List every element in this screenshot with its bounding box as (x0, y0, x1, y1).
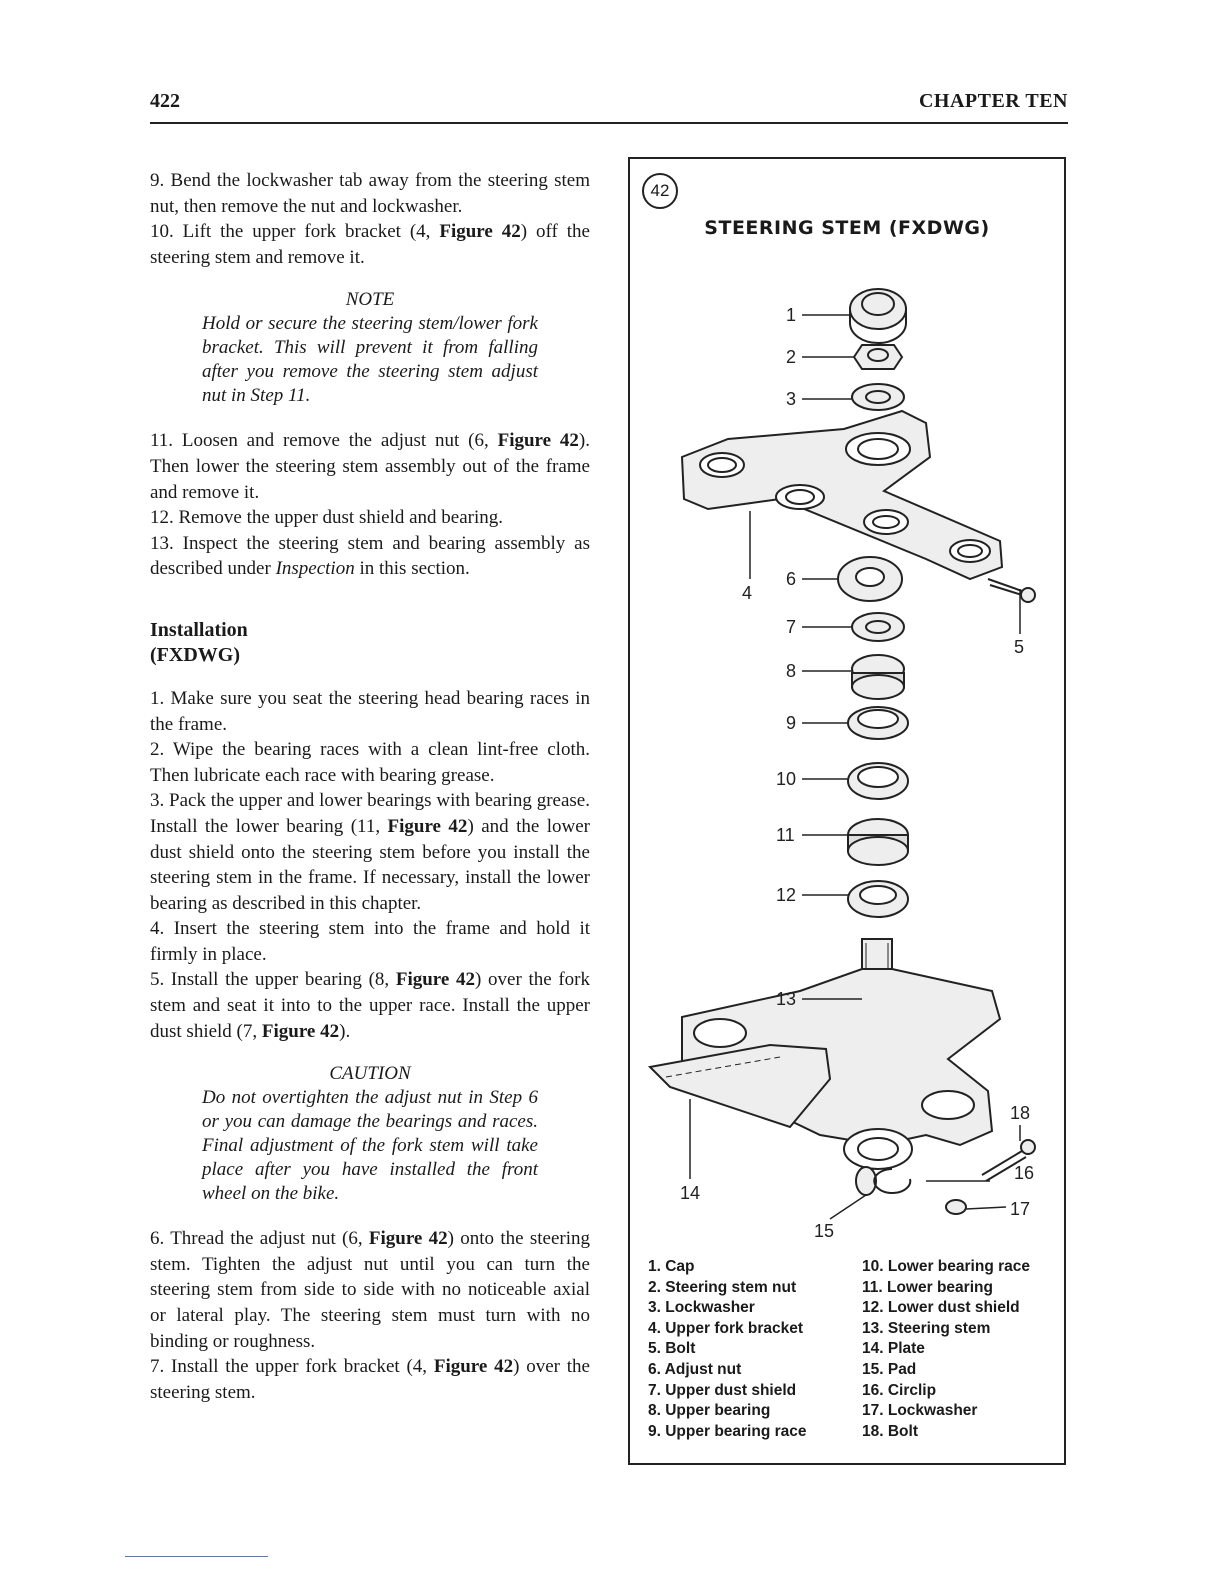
legend-item: 14. Plate (862, 1340, 925, 1358)
section-heading-installation: Installation (150, 618, 248, 641)
install-step-7: 7. Install the upper fork bracket (4, Figure 42) over the steering stem. (150, 1356, 590, 1403)
legend-item: 6. Adjust nut (648, 1360, 742, 1378)
legend-left (648, 1257, 807, 1442)
caution-body: Do not overtighten the adjust nut in Step 6 or you can damage the bearings and races. Final adjustment of the fork stem will take place after you have installed the front wheel on the bike. (202, 1087, 538, 1205)
legend-item: 9. Upper bearing race (648, 1422, 807, 1440)
legend-item: 5. Bolt (648, 1340, 696, 1358)
install-step-5: 5. Install the upper bearing (8, Figure 42) over the fork stem and seat it into to the upper race. Install the upper dust shield (7, Figure 42). (150, 969, 590, 1042)
step-13: 13. Inspect the steering stem and bearing assembly as described under Inspection in this section. (150, 532, 590, 580)
caution-title: CAUTION (329, 1063, 411, 1085)
legend-item: 11. Lower bearing (862, 1278, 993, 1296)
step-10: 10. Lift the upper fork bracket (4, Figure 42) off the steering stem and remove it. (150, 221, 590, 268)
page-header (150, 88, 1068, 124)
legend-right (862, 1257, 1030, 1442)
callout-12: 12 (776, 885, 797, 905)
callout-5: 5 (1014, 637, 1025, 657)
legend-item: 1. Cap (648, 1258, 695, 1275)
legend-item: 3. Lockwasher (648, 1299, 755, 1317)
legend-item: 13. Steering stem (862, 1319, 991, 1337)
callout-16: 16 (1014, 1163, 1035, 1183)
legend-item: 8. Upper bearing (648, 1402, 771, 1420)
legend-item: 18. Bolt (862, 1422, 918, 1440)
callout-4: 4 (742, 583, 753, 603)
legend-item: 10. Lower bearing race (862, 1258, 1030, 1275)
legend-item: 2. Steering stem nut (648, 1278, 797, 1296)
callout-17: 17 (1010, 1199, 1031, 1219)
callout-1: 1 (786, 305, 797, 325)
install-step-4: 4. Insert the steering stem into the frame and hold it firmly in place. (150, 918, 590, 965)
install-step-1: 1. Make sure you seat the steering head bearing races in the frame. (150, 687, 590, 735)
footer-divider (125, 1556, 268, 1557)
note-body: Hold or secure the steering stem/lower fork bracket. This will prevent it from falling after you remove the steering stem adjust nut in Step 11. (202, 313, 538, 407)
callout-3: 3 (786, 389, 797, 409)
caution-box (202, 1062, 538, 1206)
note-title: NOTE (345, 289, 395, 311)
install-step-6: 6. Thread the adjust nut (6, Figure 42) onto the steering stem. Tighten the adjust nut until you can turn the steering stem from side to side with no noticeable axial or lateral play. The steering stem must turn with no binding or roughness. (150, 1228, 590, 1352)
callout-2: 2 (786, 347, 797, 367)
callout-14: 14 (680, 1183, 701, 1203)
callout-6: 6 (786, 569, 797, 589)
section-heading-model: (FXDWG) (150, 643, 240, 666)
legend-item: 17. Lockwasher (862, 1402, 978, 1420)
callout-7: 7 (786, 617, 797, 637)
step-12: 12. Remove the upper dust shield and bearing. (150, 507, 504, 529)
step-11: 11. Loosen and remove the adjust nut (6, Figure 42). Then lower the steering stem assembly out of the frame and remove it. (150, 430, 590, 503)
figure-42-box (628, 157, 1066, 1465)
legend-item: 12. Lower dust shield (862, 1299, 1020, 1317)
legend-item: 7. Upper dust shield (648, 1381, 797, 1399)
install-step-3: 3. Pack the upper and lower bearings with bearing grease. Install the lower bearing (11, Figure 42) and the lower dust shield onto the steering stem before you install the steering stem in the frame. If necessary, install the lower bearing as described in this chapter. (150, 790, 590, 914)
callout-15: 15 (814, 1221, 835, 1239)
callout-11: 11 (776, 825, 795, 845)
callout-9: 9 (786, 713, 797, 733)
legend-item: 16. Circlip (862, 1381, 937, 1399)
install-step-2: 2. Wipe the bearing races with a clean lint-free cloth. Then lubricate each race with bearing grease. (150, 739, 590, 786)
step-9: 9. Bend the lockwasher tab away from the steering stem nut, then remove the nut and lockwasher. (150, 170, 590, 217)
figure-title: STEERING STEM (FXDWG) (704, 217, 990, 239)
chapter-title: CHAPTER TEN (918, 90, 1068, 112)
figure-number-badge: 42 (642, 173, 678, 209)
callout-8: 8 (786, 661, 797, 681)
left-column (150, 168, 590, 1405)
callout-13: 13 (776, 989, 797, 1009)
callout-18: 18 (1010, 1103, 1031, 1123)
note-box (202, 288, 538, 408)
page-number: 422 (150, 90, 180, 112)
callout-10: 10 (776, 769, 797, 789)
legend-item: 4. Upper fork bracket (648, 1319, 804, 1337)
legend-item: 15. Pad (862, 1360, 917, 1378)
steering-stem-exploded-diagram (630, 279, 1064, 1239)
